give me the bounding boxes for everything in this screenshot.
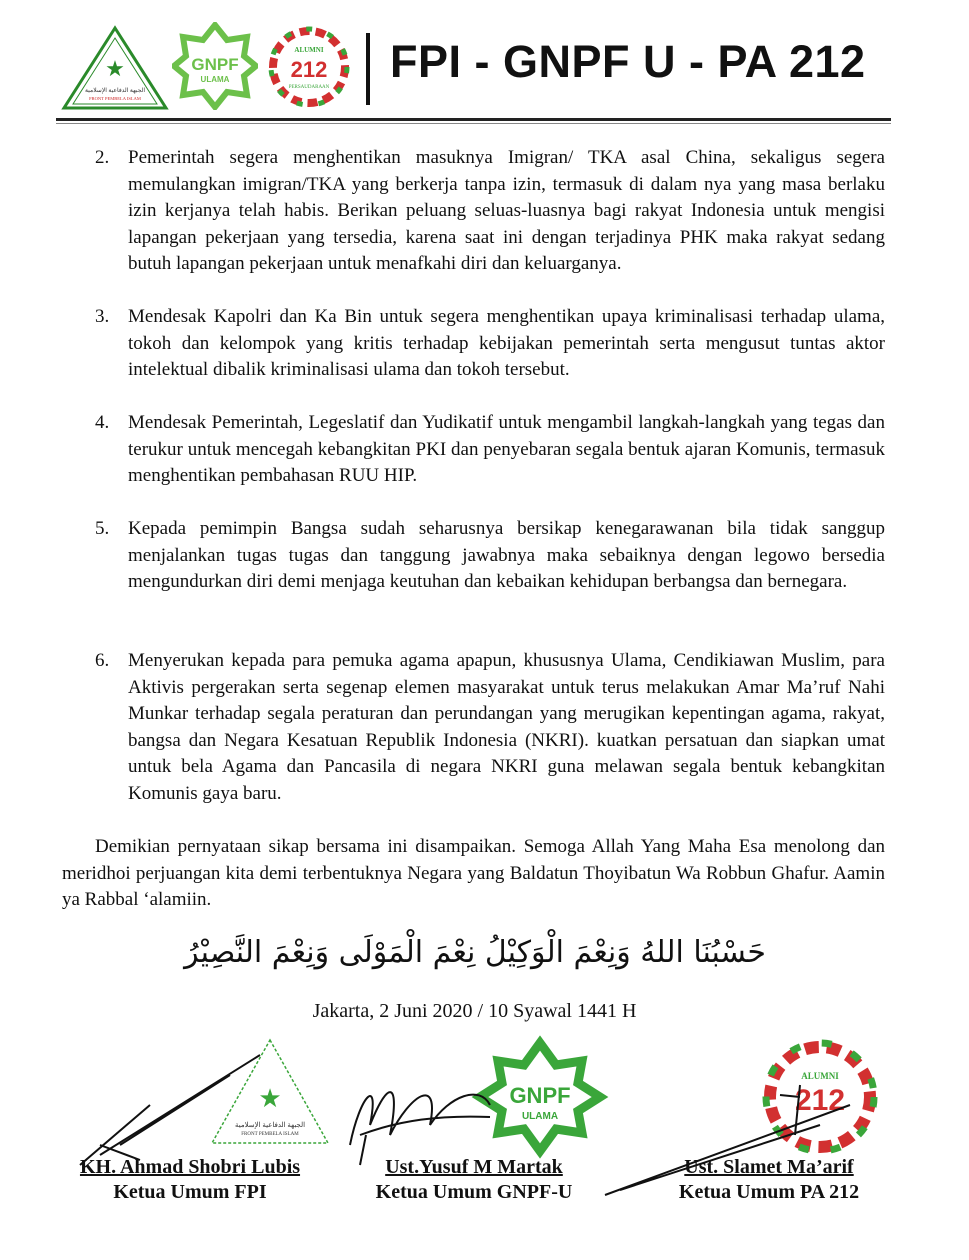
svg-text:GNPF: GNPF (191, 55, 239, 74)
svg-text:FRONT PEMBELA ISLAM: FRONT PEMBELA ISLAM (241, 1132, 299, 1137)
signatory-pa212 (624, 1155, 914, 1205)
signatory-role: Ketua Umum PA 212 (678, 1181, 860, 1203)
item-number: 5. (95, 518, 110, 539)
closing-paragraph: Demikian pernyataan sikap bersama ini disampaikan. Semoga Allah Yang Maha Esa menolong dan meridhoi perjuangan kita demi terbentuknya Negara yang Baldatun Thoyibatun Wa Robbun Ghafur. Aamin ya Rabbal ‘alamiin. (62, 836, 885, 910)
item-number: 3. (95, 306, 110, 327)
svg-text:GNPF: GNPF (509, 1083, 571, 1108)
svg-text:FRONT PEMBELA ISLAM: FRONT PEMBELA ISLAM (89, 96, 141, 101)
svg-text:PERSAUDARAAN: PERSAUDARAAN (288, 85, 330, 90)
svg-text:ULAMA: ULAMA (200, 75, 230, 84)
list-item (95, 648, 885, 807)
place-date: Jakarta, 2 Juni 2020 / 10 Syawal 1441 H (312, 1000, 637, 1022)
list-item (95, 304, 885, 384)
item-text: Pemerintah segera menghentikan masuknya Imigran/ TKA asal China, sekaligus segera memulangkan imigran/TKA yang berkerja tanpa izin, termasuk di dalam nya yang masa berlaku izin kerjanya telah habis. Berikan peluang seluas-luasnya bagi rakyat Indonesia untuk mengisi lapangan pekerjaan yang tersedia, karena saat ini dengan terjadinya PHK maka rakyat sedang butuh lapangan pekerjaan untuk menafkahi diri dan keluarganya. (128, 147, 885, 274)
svg-text:212: 212 (290, 57, 328, 82)
item-text: Mendesak Pemerintah, Legeslatif dan Yudikatif untuk mengambil langkah-langkah yang tegas dan terukur untuk mencegah kebangkitan PKI dan penyebaran segala bentuk ajaran Komunis, termasuk menghentikan pembahasan RUU HIP. (128, 412, 885, 486)
svg-text:★: ★ (258, 1084, 282, 1113)
pa212-logo (264, 22, 354, 112)
item-text: Kepada pemimpin Bangsa sudah seharusnya bersikap kenegarawanan bila tidak sanggup menjalankan tugas tugas dan tanggung jawabnya maka sebaiknya dengan legowo bersedia mengundurkan diri demi menjaga keutuhan dan kebaikan kehidupan berbangsa dan bernegara. (128, 518, 885, 592)
header-title: FPI - GNPF U - PA 212 (390, 36, 866, 87)
svg-text:الجبهة الدفاعية الإسلامية: الجبهة الدفاعية الإسلامية (84, 88, 146, 94)
item-number: 4. (95, 412, 110, 433)
list-item (95, 410, 885, 490)
signatory-fpi (45, 1155, 335, 1205)
svg-text:الجبهة الدفاعية الإسلامية: الجبهة الدفاعية الإسلامية (234, 1121, 306, 1129)
list-item (95, 516, 885, 596)
header-rule-thin (56, 123, 891, 124)
signatory-name: Ust.Yusuf M Martak (385, 1156, 563, 1178)
svg-text:ALUMNI: ALUMNI (294, 46, 324, 54)
arabic-prayer: حَسْبُنَا اللهُ وَنِعْمَ الْوَكِيْلُ نِعْمَ الْمَوْلَى وَنِعْمَ النَّصِيْرُ (184, 935, 766, 970)
signatory-role: Ketua Umum FPI (113, 1181, 267, 1203)
gnpf-logo (172, 22, 258, 110)
item-number: 2. (95, 147, 110, 168)
signatory-name: Ust. Slamet Ma’arif (684, 1156, 854, 1178)
svg-text:★: ★ (105, 56, 125, 81)
signatory-gnpf (329, 1155, 619, 1205)
svg-text:212: 212 (794, 1084, 846, 1117)
signatory-name: KH. Ahmad Shobri Lubis (79, 1156, 301, 1178)
header-divider (366, 33, 370, 105)
svg-text:ULAMA: ULAMA (521, 1111, 559, 1122)
item-text: Mendesak Kapolri dan Ka Bin untuk segera menghentikan upaya kriminalisasi terhadap ulama, tokoh dan kelompok yang kritis terhadap kebijakan pemerintah serta mengusut tuntas aktor intelektual dibalik kriminalisasi ulama dan tokoh tersebut. (128, 306, 885, 380)
item-text: Menyerukan kepada para pemuka agama apapun, khususnya Ulama, Cendikiawan Muslim, para Aktivis pergerakan serta segenap elemen masyarakat untuk terus melakukan Amar Ma’ruf Nahi Munkar terhadap segala peraturan dan perundangan yang merugikan kepentingan agama, rakyat, bangsa dan Negara Kesatuan Republik Indonesia (NKRI). kuatkan persatuan dan siapkan umat untuk bela Agama dan Pancasila di negara NKRI guna melawan segala bentuk kebangkitan Komunis gaya baru. (128, 650, 885, 804)
list-item (95, 145, 885, 278)
svg-text:ALUMNI: ALUMNI (801, 1071, 839, 1081)
header-rule (56, 118, 891, 121)
signatory-role: Ketua Umum GNPF-U (375, 1181, 573, 1203)
fpi-logo (60, 24, 170, 112)
item-number: 6. (95, 650, 110, 671)
